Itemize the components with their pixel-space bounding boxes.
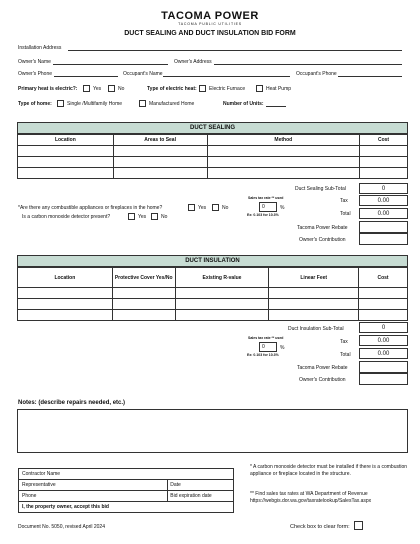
insulation-total-label: Total: [340, 352, 351, 358]
insulation-tax-rate-input[interactable]: 0: [259, 342, 277, 352]
form-title: DUCT SEALING AND DUCT INSULATION BID FORM: [124, 30, 296, 37]
col-linear-feet: Linear Feet: [269, 268, 359, 288]
primary-heat-label: Primary heat is electric?:: [18, 86, 78, 92]
logo-subtitle: TACOMA PUBLIC UTILITIES: [178, 22, 242, 26]
primary-heat-yes-checkbox[interactable]: [83, 85, 90, 92]
duct-sealing-table: [17, 134, 408, 179]
notes-label: Notes: (describe repairs needed, etc.): [18, 400, 126, 406]
home-type-label: Type of home:: [18, 101, 52, 107]
table-row[interactable]: [18, 146, 408, 157]
table-row[interactable]: [18, 310, 408, 321]
combustible-question: *Are there any combustible appliances or fireplaces in the home?: [18, 205, 163, 211]
duct-insulation-table: [17, 267, 408, 321]
table-row[interactable]: [18, 157, 408, 168]
occupants-name-label: Occupant's Name: [123, 71, 163, 77]
primary-heat-no-label: No: [118, 86, 125, 92]
electric-furnace-checkbox[interactable]: [199, 85, 206, 92]
co-yes-checkbox[interactable]: [128, 213, 135, 220]
sealing-tax-rate-label: Sales tax rate ** used: [248, 196, 284, 200]
insulation-total-value: 0.00: [359, 348, 408, 359]
sealing-pct: %: [280, 205, 285, 211]
sealing-tax-example: Ex: 0.103 for 10.3%: [247, 213, 279, 217]
insulation-tax-label: Tax: [340, 339, 348, 345]
col-method: Method: [207, 135, 360, 146]
owners-address-field[interactable]: [214, 64, 402, 65]
representative-label[interactable]: Representative: [19, 480, 168, 491]
clear-form-label: Check box to clear form:: [290, 524, 350, 530]
installation-address-label: Installation Address: [18, 45, 62, 51]
insulation-contribution-label: Owner's Contribution: [299, 377, 346, 383]
co-footnote: * A carbon monoxide detector must be installed if there is a combustion appliance or fireplace located in the structure.: [250, 464, 408, 477]
electric-furnace-label: Electric Furnace: [209, 86, 246, 92]
insulation-rebate-field[interactable]: [359, 361, 408, 373]
tacoma-power-logo: TACOMA POWER: [161, 10, 259, 22]
single-family-label: Single /Multifamily Home: [67, 101, 123, 107]
manufactured-label: Manufactured Home: [149, 101, 195, 107]
document-number: Document No. 5050, revised April 2024: [18, 524, 105, 530]
owners-name-label: Owner's Name: [18, 59, 51, 65]
sealing-subtotal-value: 0: [359, 183, 408, 194]
sealing-contribution-field[interactable]: [359, 233, 408, 245]
owners-name-field[interactable]: [53, 64, 168, 65]
combustible-yes-label: Yes: [198, 205, 207, 211]
col-areas-to-seal: Areas to Seal: [113, 135, 207, 146]
co-no-label: No: [161, 214, 168, 220]
contractor-table: [18, 468, 234, 513]
insulation-tax-rate-label: Sales tax rate ** used: [248, 336, 284, 340]
owners-phone-field[interactable]: [54, 76, 118, 77]
insulation-subtotal-label: Duct Insulation Sub-Total: [288, 326, 344, 332]
table-row[interactable]: [18, 168, 408, 179]
sealing-tax-label: Tax: [340, 198, 348, 204]
table-row[interactable]: [18, 288, 408, 299]
heat-pump-label: Heat Pump: [266, 86, 292, 92]
sealing-tax-value: 0.00: [359, 195, 408, 206]
insulation-subtotal-value: 0: [359, 322, 408, 333]
owners-address-label: Owner's Address: [174, 59, 212, 65]
owners-phone-label: Owner's Phone: [18, 71, 53, 77]
col-cost: Cost: [359, 268, 408, 288]
co-no-checkbox[interactable]: [151, 213, 158, 220]
installation-address-field[interactable]: [68, 50, 402, 51]
col-location: Location: [18, 135, 114, 146]
sealing-subtotal-label: Duct Sealing Sub-Total: [295, 186, 346, 192]
single-family-checkbox[interactable]: [57, 100, 64, 107]
units-field[interactable]: [266, 106, 286, 107]
insulation-tax-value: 0.00: [359, 335, 408, 346]
occupants-phone-label: Occupant's Phone: [296, 71, 337, 77]
units-label: Number of Units:: [223, 101, 264, 107]
sealing-total-label: Total: [340, 211, 351, 217]
col-cost: Cost: [360, 135, 408, 146]
sealing-tax-rate-input[interactable]: 0: [259, 202, 277, 212]
occupants-phone-field[interactable]: [338, 76, 402, 77]
insulation-contribution-field[interactable]: [359, 373, 408, 385]
insulation-pct: %: [280, 345, 285, 351]
primary-heat-no-checkbox[interactable]: [108, 85, 115, 92]
date-label[interactable]: Date: [168, 480, 234, 491]
notes-textarea[interactable]: [17, 409, 408, 453]
combustible-yes-checkbox[interactable]: [188, 204, 195, 211]
phone-label[interactable]: Phone: [19, 491, 168, 502]
insulation-tax-example: Ex: 0.103 for 10.3%: [247, 353, 279, 357]
electric-heat-type-label: Type of electric heat:: [147, 86, 197, 92]
owner-accept-label[interactable]: I, the property owner, accept this bid: [19, 502, 234, 513]
duct-sealing-header: DUCT SEALING: [17, 122, 408, 134]
insulation-rebate-label: Tacoma Power Rebate: [297, 365, 348, 371]
sealing-contribution-label: Owner's Contribution: [299, 237, 346, 243]
co-detector-question: Is a carbon monoxide detector present?: [22, 214, 111, 220]
primary-heat-yes-label: Yes: [93, 86, 102, 92]
col-location: Location: [18, 268, 113, 288]
co-yes-label: Yes: [138, 214, 147, 220]
tax-footnote: ** Find sales tax rates at WA Department of Revenue https://webgis.dor.wa.gov/taxratelookup/SalesTax.aspx: [250, 491, 372, 504]
col-protective-cover: Protective Cover Yes/No: [112, 268, 175, 288]
heat-pump-checkbox[interactable]: [256, 85, 263, 92]
sealing-total-value: 0.00: [359, 208, 408, 219]
duct-insulation-header: DUCT INSULATION: [17, 255, 408, 267]
col-existing-r-value: Existing R-value: [175, 268, 269, 288]
contractor-name-label[interactable]: Contractor Name: [19, 469, 234, 480]
combustible-no-label: No: [222, 205, 229, 211]
occupants-name-field[interactable]: [163, 76, 290, 77]
clear-form-checkbox[interactable]: [354, 521, 363, 530]
sealing-rebate-field[interactable]: [359, 221, 408, 233]
manufactured-checkbox[interactable]: [139, 100, 146, 107]
bid-expiration-label[interactable]: Bid expiration date: [168, 491, 234, 502]
table-row[interactable]: [18, 299, 408, 310]
sealing-rebate-label: Tacoma Power Rebate: [297, 225, 348, 231]
combustible-no-checkbox[interactable]: [212, 204, 219, 211]
